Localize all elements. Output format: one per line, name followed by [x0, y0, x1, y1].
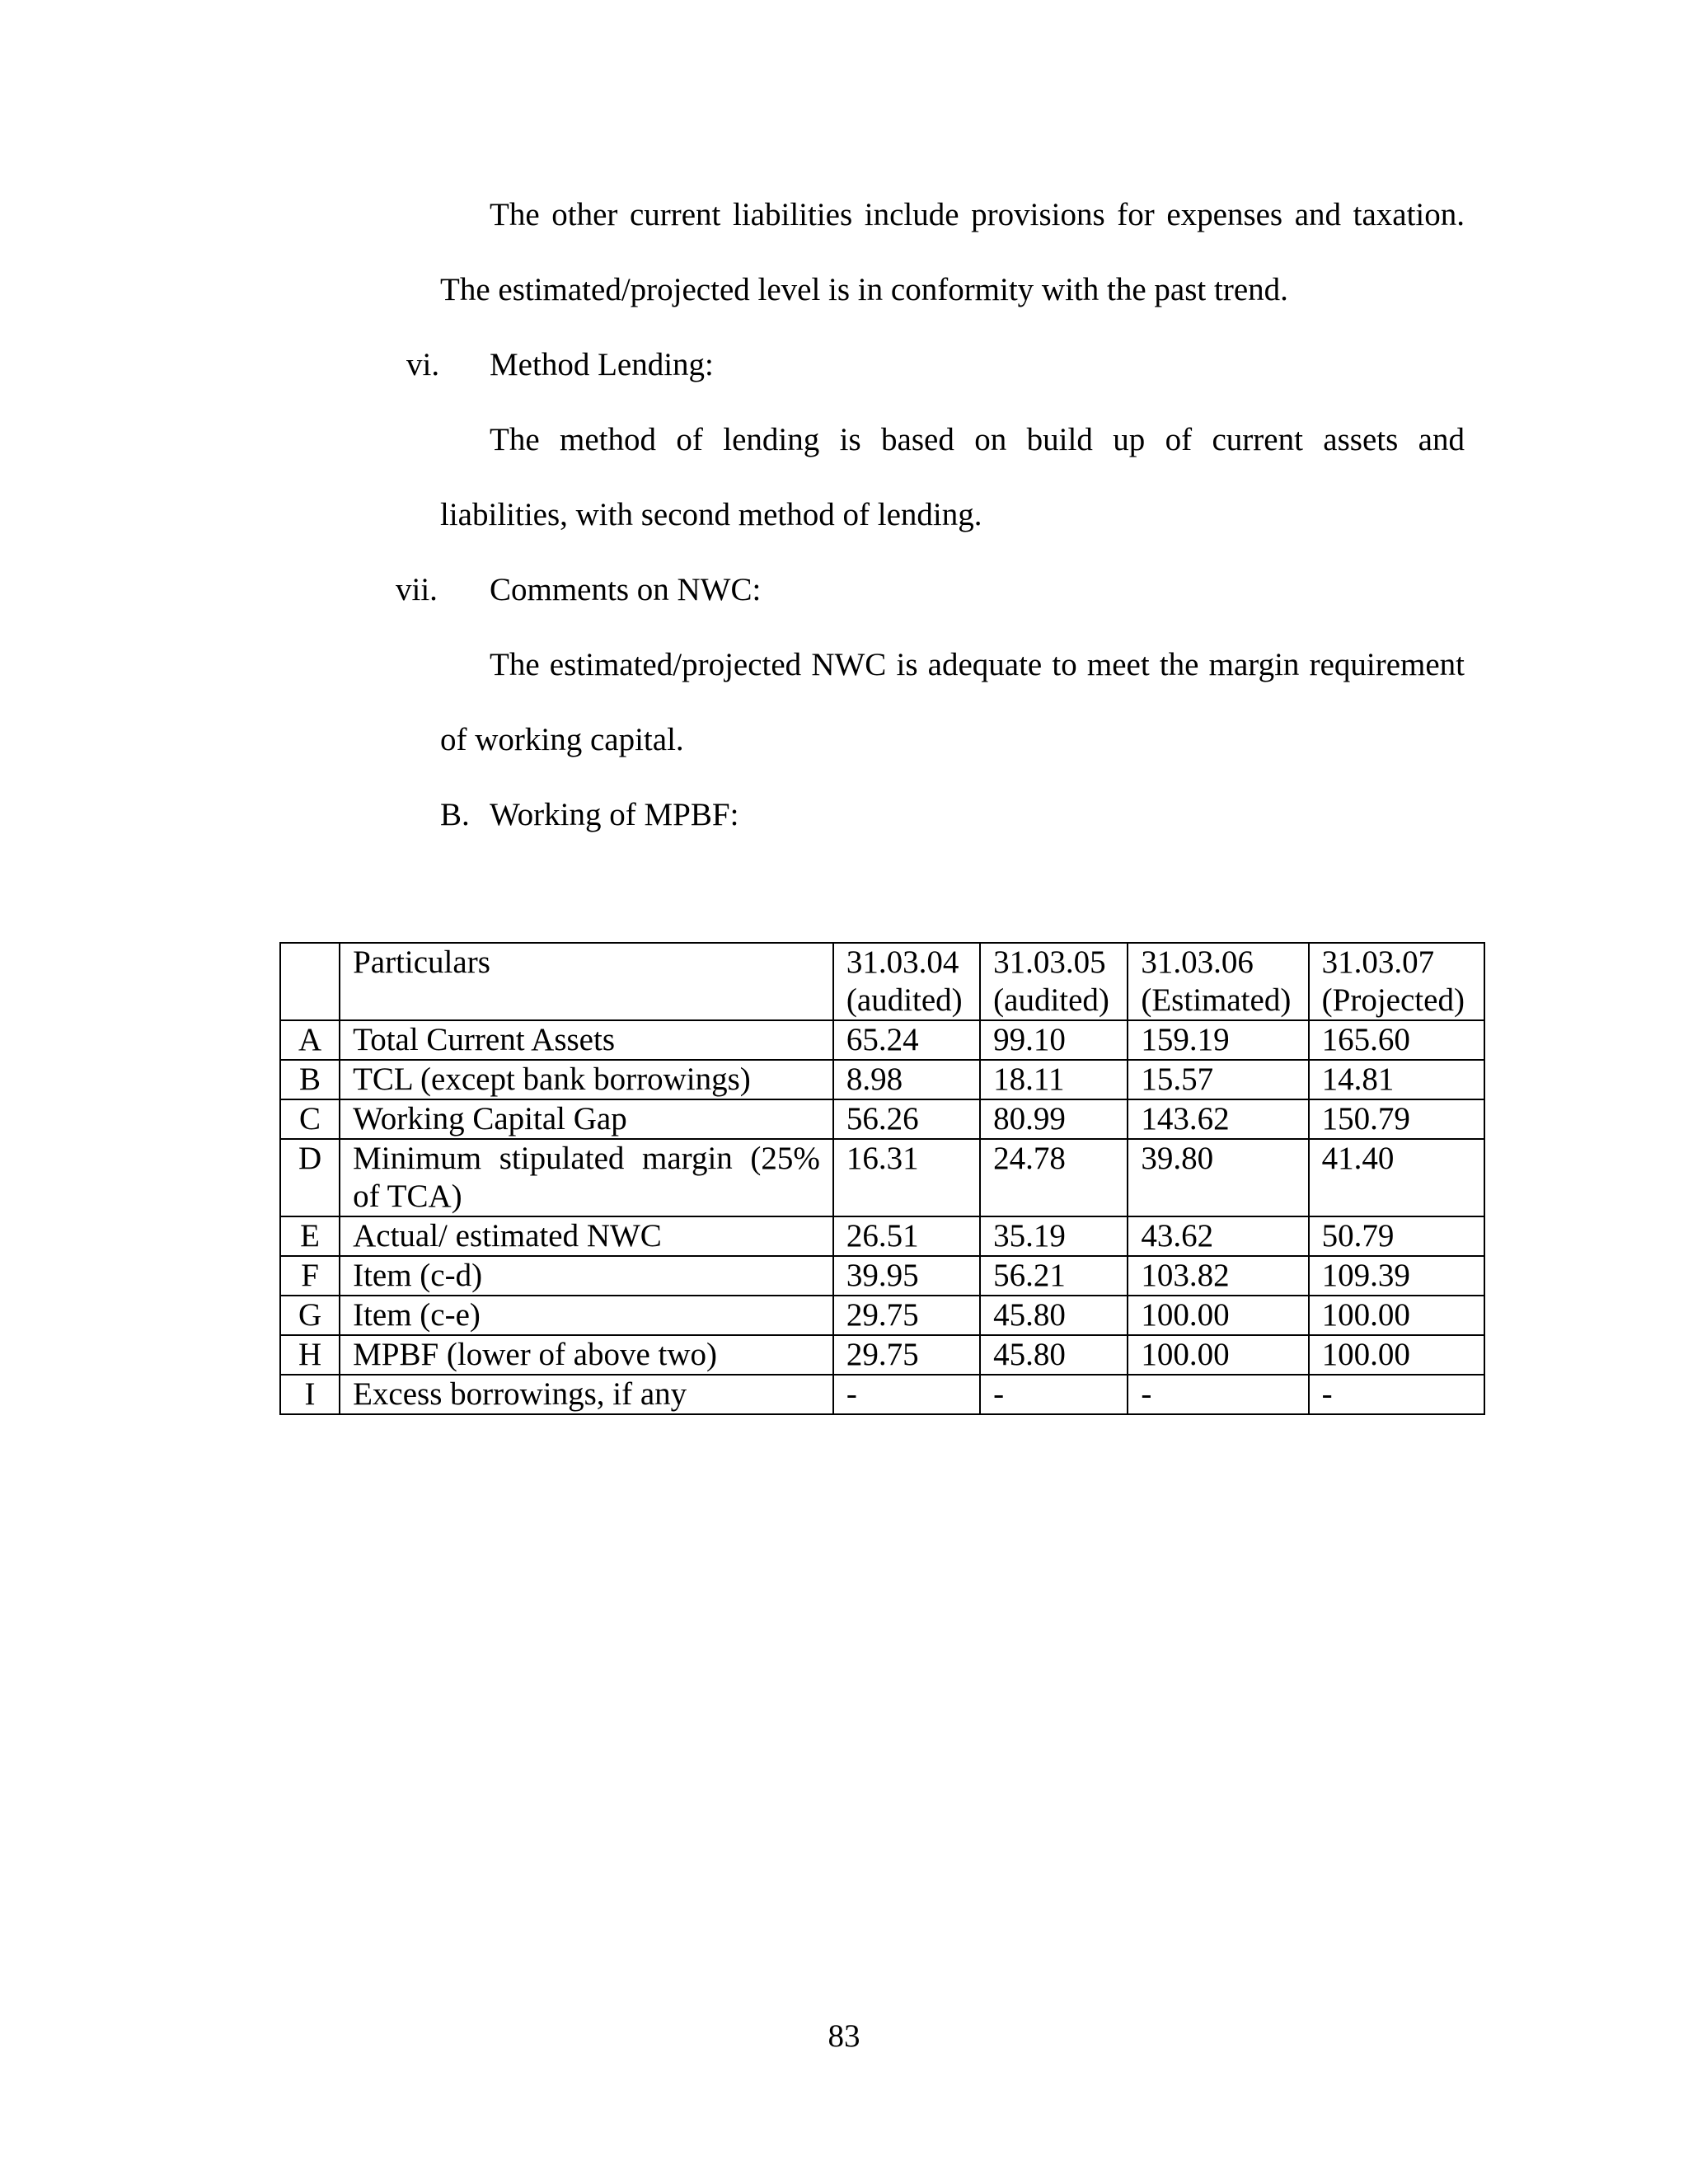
- row-value: 65.24: [833, 1020, 980, 1060]
- table-row: [280, 1060, 1484, 1099]
- row-value: 16.31: [833, 1139, 980, 1216]
- header-date: 31.03.05: [993, 944, 1106, 980]
- header-status: (audited): [846, 982, 963, 1018]
- row-value: 8.98: [833, 1060, 980, 1099]
- row-letter: D: [280, 1139, 340, 1216]
- row-label: Actual/ estimated NWC: [340, 1216, 833, 1256]
- row-value: 56.26: [833, 1099, 980, 1139]
- row-value: 103.82: [1128, 1256, 1308, 1296]
- row-label: Total Current Assets: [340, 1020, 833, 1060]
- row-value: 39.80: [1128, 1139, 1308, 1216]
- table-row: [280, 1256, 1484, 1296]
- row-value: 29.75: [833, 1296, 980, 1335]
- header-status: (audited): [993, 982, 1109, 1018]
- header-cell: [980, 943, 1128, 1020]
- row-value: 100.00: [1128, 1296, 1308, 1335]
- row-letter: C: [280, 1099, 340, 1139]
- row-label: Excess borrowings, if any: [340, 1375, 833, 1414]
- paragraph-line: liabilities, with second method of lending.: [440, 497, 982, 532]
- paragraph-line: The other current liabilities include provisions for expenses and taxation.: [490, 197, 1465, 232]
- row-value: 43.62: [1128, 1216, 1308, 1256]
- row-letter: F: [280, 1256, 340, 1296]
- row-value: -: [833, 1375, 980, 1414]
- row-value: 18.11: [980, 1060, 1128, 1099]
- row-value: 50.79: [1309, 1216, 1484, 1256]
- paragraph-line: The estimated/projected level is in conformity with the past trend.: [440, 272, 1288, 307]
- row-value: 150.79: [1309, 1099, 1484, 1139]
- row-label: MPBF (lower of above two): [340, 1335, 833, 1375]
- row-value: -: [1128, 1375, 1308, 1414]
- table-row: [280, 1020, 1484, 1060]
- row-value: 41.40: [1309, 1139, 1484, 1216]
- row-letter: E: [280, 1216, 340, 1256]
- header-status: (Estimated): [1141, 982, 1292, 1018]
- row-value: -: [980, 1375, 1128, 1414]
- row-value: 45.80: [980, 1296, 1128, 1335]
- section-heading: Method Lending:: [490, 347, 714, 382]
- row-value: 80.99: [980, 1099, 1128, 1139]
- table-row: [280, 1139, 1484, 1216]
- row-label: Item (c-e): [340, 1296, 833, 1335]
- table-row: [280, 1335, 1484, 1375]
- table-row: [280, 1296, 1484, 1335]
- row-label: Working Capital Gap: [340, 1099, 833, 1139]
- row-letter: B: [280, 1060, 340, 1099]
- row-value: 159.19: [1128, 1020, 1308, 1060]
- table-row: [280, 1375, 1484, 1414]
- row-value: 45.80: [980, 1335, 1128, 1375]
- table-row: [280, 1216, 1484, 1256]
- row-letter: H: [280, 1335, 340, 1375]
- row-value: 15.57: [1128, 1060, 1308, 1099]
- row-value: 100.00: [1309, 1335, 1484, 1375]
- row-value: -: [1309, 1375, 1484, 1414]
- row-letter: G: [280, 1296, 340, 1335]
- header-cell: [1128, 943, 1308, 1020]
- header-date: 31.03.07: [1321, 944, 1435, 980]
- header-date: 31.03.06: [1141, 944, 1254, 980]
- row-label: Minimum stipulated margin (25% of TCA): [340, 1139, 833, 1216]
- row-letter: I: [280, 1375, 340, 1414]
- paragraph-line: The estimated/projected NWC is adequate to meet the margin requirement: [490, 647, 1465, 682]
- header-cell: [833, 943, 980, 1020]
- mpbf-table: [279, 942, 1485, 1415]
- row-value: 39.95: [833, 1256, 980, 1296]
- row-label: TCL (except bank borrowings): [340, 1060, 833, 1099]
- row-value: 29.75: [833, 1335, 980, 1375]
- table-header-row: [280, 943, 1484, 1020]
- row-value: 109.39: [1309, 1256, 1484, 1296]
- row-value: 24.78: [980, 1139, 1128, 1216]
- header-date: 31.03.04: [846, 944, 959, 980]
- row-value: 14.81: [1309, 1060, 1484, 1099]
- list-marker: vi.: [406, 347, 440, 382]
- row-letter: A: [280, 1020, 340, 1060]
- table-row: [280, 1099, 1484, 1139]
- header-status: (Projected): [1321, 982, 1465, 1018]
- list-marker: vii.: [396, 572, 438, 607]
- row-value: 143.62: [1128, 1099, 1308, 1139]
- row-value: 35.19: [980, 1216, 1128, 1256]
- row-value: 100.00: [1128, 1335, 1308, 1375]
- row-value: 56.21: [980, 1256, 1128, 1296]
- header-cell: Particulars: [340, 943, 833, 1020]
- row-value: 165.60: [1309, 1020, 1484, 1060]
- header-cell: [280, 943, 340, 1020]
- row-value: 99.10: [980, 1020, 1128, 1060]
- paragraph-line: of working capital.: [440, 722, 684, 757]
- row-value: 100.00: [1309, 1296, 1484, 1335]
- row-value: 26.51: [833, 1216, 980, 1256]
- header-cell: [1309, 943, 1484, 1020]
- row-label: Item (c-d): [340, 1256, 833, 1296]
- paragraph-line: The method of lending is based on build up of current assets and: [490, 422, 1465, 457]
- page-number: 83: [828, 2018, 860, 2054]
- section-heading: Working of MPBF:: [490, 797, 739, 832]
- section-heading: Comments on NWC:: [490, 572, 762, 607]
- list-marker: B.: [440, 797, 470, 832]
